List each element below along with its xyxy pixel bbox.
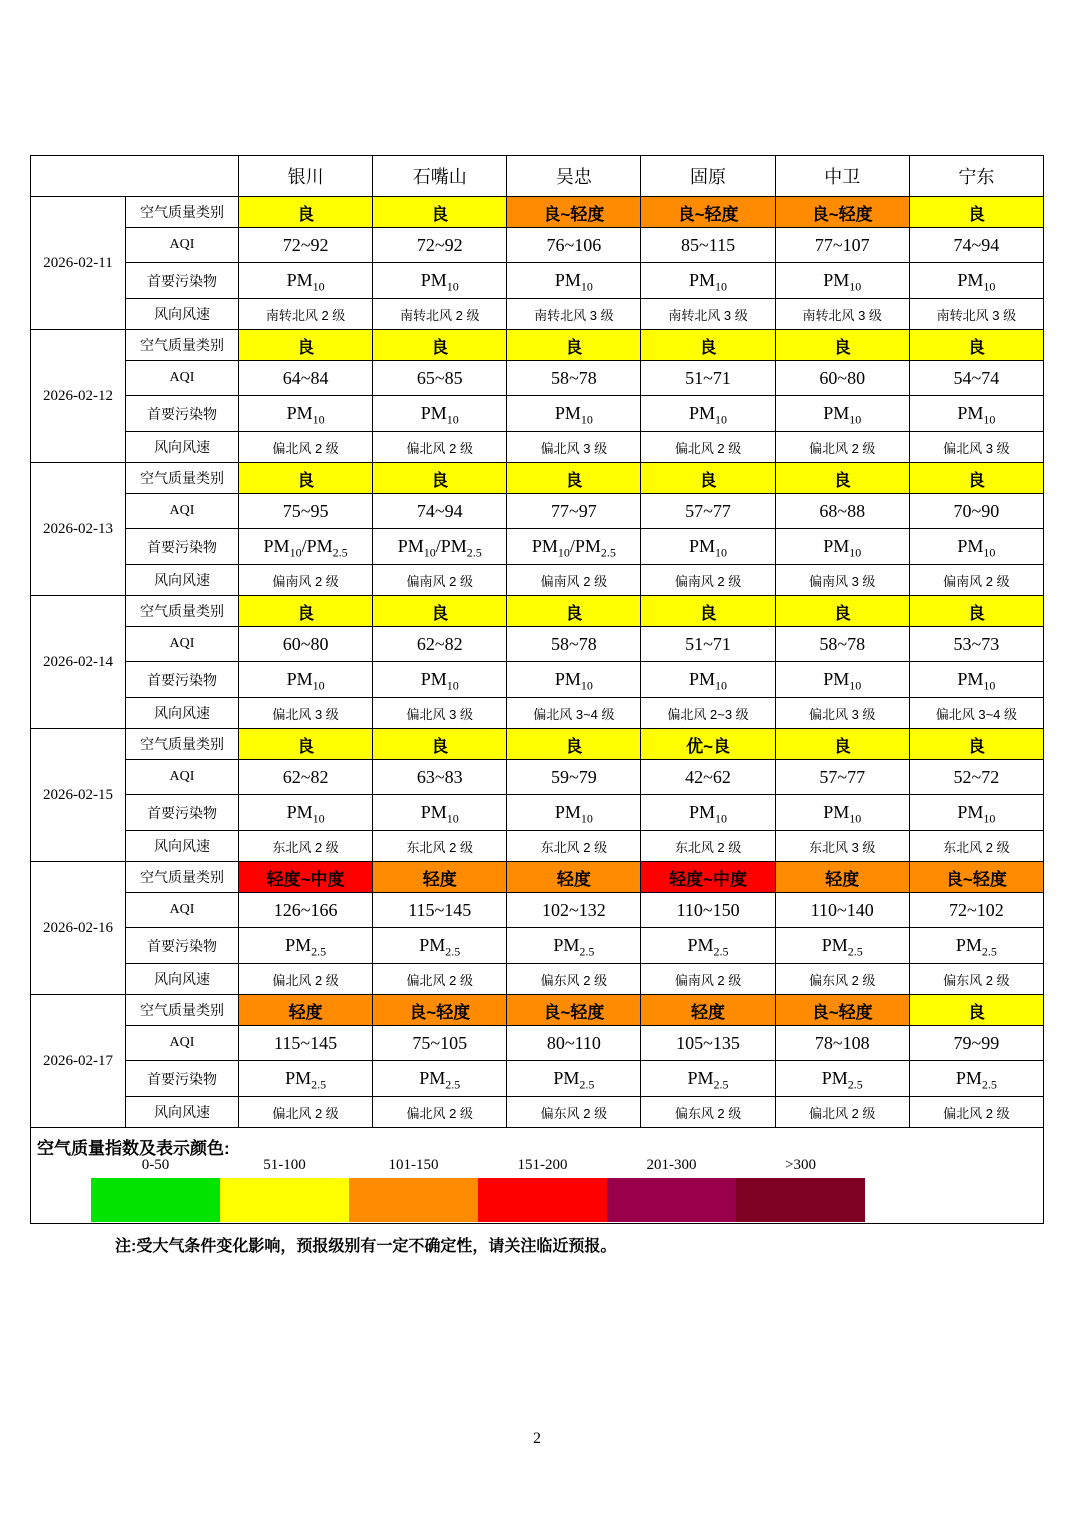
forecast-row [31, 263, 1044, 299]
pollutant-cell: $PM_{2.5}$ [775, 1061, 909, 1097]
city-header: 吴忠 [507, 156, 641, 197]
pollutant-cell: $PM_{10}$ [239, 396, 373, 432]
forecast-row [31, 627, 1044, 662]
pollutant-cell: $PM_{10}$ [775, 662, 909, 698]
date-cell: 2026-02-14 [31, 596, 126, 729]
row-label: 空气质量类别 [126, 729, 239, 760]
row-label: 风向风速 [126, 432, 239, 463]
wind-cell: 偏东风 2 级 [507, 1097, 641, 1128]
category-cell: 良~轻度 [507, 197, 641, 228]
city-header: 固原 [641, 156, 775, 197]
date-cell: 2026-02-17 [31, 995, 126, 1128]
wind-cell: 偏北风 2~3 级 [641, 698, 775, 729]
pollutant-cell: $PM_{2.5}$ [909, 928, 1043, 964]
wind-cell: 偏南风 2 级 [507, 565, 641, 596]
wind-cell: 偏南风 3 级 [775, 565, 909, 596]
row-label: 风向风速 [126, 565, 239, 596]
aqi-color-legend [30, 1128, 1044, 1224]
pollutant-cell: $PM_{10}/PM_{2.5}$ [239, 529, 373, 565]
forecast-row [31, 330, 1044, 361]
wind-cell: 偏北风 3 级 [507, 432, 641, 463]
pollutant-cell: $PM_{10}/PM_{2.5}$ [373, 529, 507, 565]
aqi-range-cell: 110~140 [775, 893, 909, 928]
aqi-range-cell: 75~95 [239, 494, 373, 529]
forecast-row [31, 862, 1044, 893]
wind-cell: 偏东风 2 级 [641, 1097, 775, 1128]
category-cell: 良~轻度 [373, 995, 507, 1026]
category-cell: 良~轻度 [507, 995, 641, 1026]
legend-color-swatch [478, 1178, 607, 1222]
wind-cell: 东北风 2 级 [641, 831, 775, 862]
legend-title: 空气质量指数及表示颜色: [37, 1139, 230, 1158]
wind-cell: 南转北风 3 级 [909, 299, 1043, 330]
forecast-row [31, 432, 1044, 463]
category-cell: 轻度 [373, 862, 507, 893]
row-label: 首要污染物 [126, 662, 239, 698]
legend-range-label: 201-300 [646, 1157, 697, 1173]
legend-item [91, 1157, 220, 1222]
aqi-range-cell: 74~94 [909, 228, 1043, 263]
legend-range-label: 101-150 [388, 1157, 439, 1173]
aqi-range-cell: 58~78 [775, 627, 909, 662]
date-cell: 2026-02-15 [31, 729, 126, 862]
category-cell: 良 [775, 463, 909, 494]
row-label: AQI [126, 228, 239, 263]
row-label: 风向风速 [126, 964, 239, 995]
pollutant-cell: $PM_{10}$ [775, 396, 909, 432]
category-cell: 轻度 [239, 995, 373, 1026]
wind-cell: 偏北风 3 级 [909, 432, 1043, 463]
wind-cell: 偏北风 3 级 [373, 698, 507, 729]
wind-cell: 东北风 2 级 [507, 831, 641, 862]
row-label: 风向风速 [126, 1097, 239, 1128]
aqi-range-cell: 85~115 [641, 228, 775, 263]
aqi-range-cell: 51~71 [641, 627, 775, 662]
row-label: 首要污染物 [126, 928, 239, 964]
row-label: 风向风速 [126, 299, 239, 330]
category-cell: 良 [373, 596, 507, 627]
aqi-range-cell: 80~110 [507, 1026, 641, 1061]
pollutant-cell: $PM_{2.5}$ [909, 1061, 1043, 1097]
category-cell: 轻度 [507, 862, 641, 893]
wind-cell: 偏东风 2 级 [507, 964, 641, 995]
row-label: 首要污染物 [126, 263, 239, 299]
aqi-range-cell: 72~92 [373, 228, 507, 263]
forecast-row [31, 361, 1044, 396]
pollutant-cell: $PM_{10}$ [641, 263, 775, 299]
wind-cell: 偏北风 2 级 [239, 432, 373, 463]
date-cell: 2026-02-13 [31, 463, 126, 596]
forecast-row [31, 795, 1044, 831]
category-cell: 优~良 [641, 729, 775, 760]
aqi-range-cell: 60~80 [775, 361, 909, 396]
wind-cell: 偏南风 2 级 [239, 565, 373, 596]
aqi-range-cell: 77~97 [507, 494, 641, 529]
row-label: AQI [126, 760, 239, 795]
row-label: 风向风速 [126, 831, 239, 862]
city-header-row [31, 156, 1044, 197]
date-cell: 2026-02-16 [31, 862, 126, 995]
pollutant-cell: $PM_{10}$ [507, 795, 641, 831]
legend-item [607, 1157, 736, 1222]
wind-cell: 偏南风 2 级 [641, 565, 775, 596]
row-label: 空气质量类别 [126, 463, 239, 494]
forecast-row [31, 662, 1044, 698]
pollutant-cell: $PM_{10}$ [909, 662, 1043, 698]
pollutant-cell: $PM_{10}$ [641, 795, 775, 831]
aqi-range-cell: 74~94 [373, 494, 507, 529]
forecast-row [31, 964, 1044, 995]
aqi-range-cell: 59~79 [507, 760, 641, 795]
aqi-range-cell: 75~105 [373, 1026, 507, 1061]
pollutant-cell: $PM_{10}$ [239, 662, 373, 698]
wind-cell: 偏北风 2 级 [775, 432, 909, 463]
wind-cell: 东北风 3 级 [775, 831, 909, 862]
pollutant-cell: $PM_{10}$ [373, 662, 507, 698]
pollutant-cell: $PM_{2.5}$ [507, 1061, 641, 1097]
pollutant-cell: $PM_{10}$ [909, 795, 1043, 831]
category-cell: 良 [909, 995, 1043, 1026]
forecast-row [31, 995, 1044, 1026]
legend-range-label: 151-200 [517, 1157, 568, 1173]
row-label: 空气质量类别 [126, 197, 239, 228]
aqi-range-cell: 51~71 [641, 361, 775, 396]
legend-color-swatch [349, 1178, 478, 1222]
forecast-sheet [30, 155, 1044, 1256]
pollutant-cell: $PM_{2.5}$ [507, 928, 641, 964]
aqi-range-cell: 70~90 [909, 494, 1043, 529]
wind-cell: 偏北风 2 级 [373, 432, 507, 463]
aqi-range-cell: 110~150 [641, 893, 775, 928]
forecast-disclaimer-note: 注:受大气条件变化影响，预报级别有一定不确定性，请关注临近预报。 [115, 1238, 617, 1255]
row-label: AQI [126, 361, 239, 396]
wind-cell: 偏北风 2 级 [373, 964, 507, 995]
row-label: 空气质量类别 [126, 862, 239, 893]
air-quality-forecast-table [30, 155, 1044, 1128]
pollutant-cell: $PM_{2.5}$ [373, 1061, 507, 1097]
forecast-row [31, 494, 1044, 529]
forecast-row [31, 596, 1044, 627]
category-cell: 轻度~中度 [641, 862, 775, 893]
category-cell: 良 [775, 330, 909, 361]
category-cell: 良 [909, 596, 1043, 627]
aqi-range-cell: 52~72 [909, 760, 1043, 795]
aqi-range-cell: 72~92 [239, 228, 373, 263]
forecast-row [31, 228, 1044, 263]
category-cell: 良 [239, 463, 373, 494]
forecast-row [31, 1097, 1044, 1128]
wind-cell: 偏东风 2 级 [775, 964, 909, 995]
pollutant-cell: $PM_{10}$ [507, 396, 641, 432]
aqi-range-cell: 115~145 [239, 1026, 373, 1061]
forecast-row [31, 831, 1044, 862]
pollutant-cell: $PM_{10}$ [909, 396, 1043, 432]
category-cell: 良 [641, 596, 775, 627]
forecast-row [31, 396, 1044, 432]
category-cell: 轻度 [641, 995, 775, 1026]
pollutant-cell: $PM_{10}$ [507, 263, 641, 299]
pollutant-cell: $PM_{10}$ [373, 263, 507, 299]
aqi-range-cell: 54~74 [909, 361, 1043, 396]
aqi-range-cell: 58~78 [507, 361, 641, 396]
pollutant-cell: $PM_{10}$ [373, 795, 507, 831]
category-cell: 良 [775, 729, 909, 760]
wind-cell: 东北风 2 级 [239, 831, 373, 862]
aqi-range-cell: 57~77 [775, 760, 909, 795]
wind-cell: 南转北风 2 级 [373, 299, 507, 330]
pollutant-cell: $PM_{10}$ [909, 263, 1043, 299]
row-label: 空气质量类别 [126, 596, 239, 627]
city-header: 中卫 [775, 156, 909, 197]
forecast-row [31, 928, 1044, 964]
page-number: 2 [533, 1430, 541, 1447]
category-cell: 良~轻度 [909, 862, 1043, 893]
category-cell: 轻度~中度 [239, 862, 373, 893]
forecast-row [31, 197, 1044, 228]
pollutant-cell: $PM_{10}$ [641, 396, 775, 432]
category-cell: 良 [775, 596, 909, 627]
wind-cell: 偏北风 2 级 [775, 1097, 909, 1128]
category-cell: 良 [507, 729, 641, 760]
pollutant-cell: $PM_{10}$ [373, 396, 507, 432]
pollutant-cell: $PM_{10}$ [239, 263, 373, 299]
wind-cell: 偏北风 2 级 [373, 1097, 507, 1128]
aqi-range-cell: 79~99 [909, 1026, 1043, 1061]
category-cell: 良 [507, 330, 641, 361]
legend-item [349, 1157, 478, 1222]
pollutant-cell: $PM_{2.5}$ [239, 928, 373, 964]
pollutant-cell: $PM_{10}$ [775, 263, 909, 299]
wind-cell: 偏南风 2 级 [373, 565, 507, 596]
legend-color-swatch [91, 1178, 220, 1222]
wind-cell: 南转北风 3 级 [641, 299, 775, 330]
category-cell: 轻度 [775, 862, 909, 893]
aqi-range-cell: 57~77 [641, 494, 775, 529]
wind-cell: 偏南风 2 级 [909, 565, 1043, 596]
wind-cell: 东北风 2 级 [909, 831, 1043, 862]
legend-range-label: 51-100 [263, 1157, 306, 1173]
category-cell: 良 [373, 463, 507, 494]
aqi-range-cell: 78~108 [775, 1026, 909, 1061]
aqi-range-cell: 65~85 [373, 361, 507, 396]
wind-cell: 偏北风 2 级 [239, 1097, 373, 1128]
forecast-row [31, 565, 1044, 596]
wind-cell: 南转北风 3 级 [775, 299, 909, 330]
category-cell: 良 [239, 197, 373, 228]
row-label: AQI [126, 494, 239, 529]
forecast-row [31, 1061, 1044, 1097]
row-label: 首要污染物 [126, 396, 239, 432]
category-cell: 良~轻度 [775, 197, 909, 228]
aqi-range-cell: 77~107 [775, 228, 909, 263]
pollutant-cell: $PM_{10}$ [507, 662, 641, 698]
aqi-range-cell: 68~88 [775, 494, 909, 529]
row-label: AQI [126, 893, 239, 928]
corner-cell [31, 156, 239, 197]
date-cell: 2026-02-12 [31, 330, 126, 463]
pollutant-cell: $PM_{10}$ [641, 529, 775, 565]
category-cell: 良 [909, 197, 1043, 228]
pollutant-cell: $PM_{10}$ [909, 529, 1043, 565]
forecast-row [31, 698, 1044, 729]
category-cell: 良 [641, 330, 775, 361]
wind-cell: 偏北风 2 级 [641, 432, 775, 463]
pollutant-cell: $PM_{10}$ [775, 529, 909, 565]
forecast-row [31, 760, 1044, 795]
forecast-row [31, 1026, 1044, 1061]
category-cell: 良 [373, 729, 507, 760]
forecast-row [31, 729, 1044, 760]
aqi-range-cell: 62~82 [373, 627, 507, 662]
category-cell: 良 [909, 330, 1043, 361]
row-label: 首要污染物 [126, 795, 239, 831]
aqi-range-cell: 115~145 [373, 893, 507, 928]
legend-color-swatch [220, 1178, 349, 1222]
pollutant-cell: $PM_{10}/PM_{2.5}$ [507, 529, 641, 565]
pollutant-cell: $PM_{2.5}$ [775, 928, 909, 964]
category-cell: 良~轻度 [641, 197, 775, 228]
aqi-range-cell: 102~132 [507, 893, 641, 928]
category-cell: 良 [909, 463, 1043, 494]
forecast-row [31, 893, 1044, 928]
pollutant-cell: $PM_{10}$ [641, 662, 775, 698]
category-cell: 良 [373, 330, 507, 361]
forecast-row [31, 529, 1044, 565]
row-label: AQI [126, 1026, 239, 1061]
row-label: AQI [126, 627, 239, 662]
wind-cell: 偏北风 3~4 级 [507, 698, 641, 729]
pollutant-cell: $PM_{2.5}$ [373, 928, 507, 964]
category-cell: 良 [239, 330, 373, 361]
pollutant-cell: $PM_{2.5}$ [641, 928, 775, 964]
pollutant-cell: $PM_{2.5}$ [641, 1061, 775, 1097]
pollutant-cell: $PM_{10}$ [239, 795, 373, 831]
category-cell: 良 [373, 197, 507, 228]
wind-cell: 偏东风 2 级 [909, 964, 1043, 995]
wind-cell: 偏北风 3 级 [239, 698, 373, 729]
city-header: 宁东 [909, 156, 1043, 197]
row-label: 首要污染物 [126, 529, 239, 565]
legend-range-label: 0-50 [141, 1157, 170, 1173]
aqi-range-cell: 64~84 [239, 361, 373, 396]
row-label: 首要污染物 [126, 1061, 239, 1097]
city-header: 银川 [239, 156, 373, 197]
category-cell: 良~轻度 [775, 995, 909, 1026]
forecast-row [31, 299, 1044, 330]
wind-cell: 南转北风 3 级 [507, 299, 641, 330]
legend-item [736, 1157, 865, 1222]
legend-item [478, 1157, 607, 1222]
category-cell: 良 [239, 729, 373, 760]
aqi-range-cell: 105~135 [641, 1026, 775, 1061]
wind-cell: 南转北风 2 级 [239, 299, 373, 330]
aqi-range-cell: 62~82 [239, 760, 373, 795]
row-label: 空气质量类别 [126, 330, 239, 361]
pollutant-cell: $PM_{2.5}$ [239, 1061, 373, 1097]
wind-cell: 偏北风 3~4 级 [909, 698, 1043, 729]
aqi-range-cell: 126~166 [239, 893, 373, 928]
wind-cell: 偏北风 3 级 [775, 698, 909, 729]
aqi-range-cell: 58~78 [507, 627, 641, 662]
date-cell: 2026-02-11 [31, 197, 126, 330]
wind-cell: 偏北风 2 级 [909, 1097, 1043, 1128]
aqi-range-cell: 42~62 [641, 760, 775, 795]
category-cell: 良 [239, 596, 373, 627]
aqi-range-cell: 53~73 [909, 627, 1043, 662]
aqi-range-cell: 63~83 [373, 760, 507, 795]
row-label: 空气质量类别 [126, 995, 239, 1026]
legend-range-label: >300 [785, 1157, 816, 1173]
legend-color-swatch [736, 1178, 865, 1222]
legend-item [220, 1157, 349, 1222]
legend-color-swatch [607, 1178, 736, 1222]
category-cell: 良 [909, 729, 1043, 760]
city-header: 石嘴山 [373, 156, 507, 197]
legend-scale [91, 1157, 1043, 1222]
aqi-range-cell: 60~80 [239, 627, 373, 662]
wind-cell: 偏南风 2 级 [641, 964, 775, 995]
category-cell: 良 [641, 463, 775, 494]
row-label: 风向风速 [126, 698, 239, 729]
forecast-row [31, 463, 1044, 494]
category-cell: 良 [507, 596, 641, 627]
wind-cell: 东北风 2 级 [373, 831, 507, 862]
wind-cell: 偏北风 2 级 [239, 964, 373, 995]
aqi-range-cell: 72~102 [909, 893, 1043, 928]
pollutant-cell: $PM_{10}$ [775, 795, 909, 831]
category-cell: 良 [507, 463, 641, 494]
aqi-range-cell: 76~106 [507, 228, 641, 263]
